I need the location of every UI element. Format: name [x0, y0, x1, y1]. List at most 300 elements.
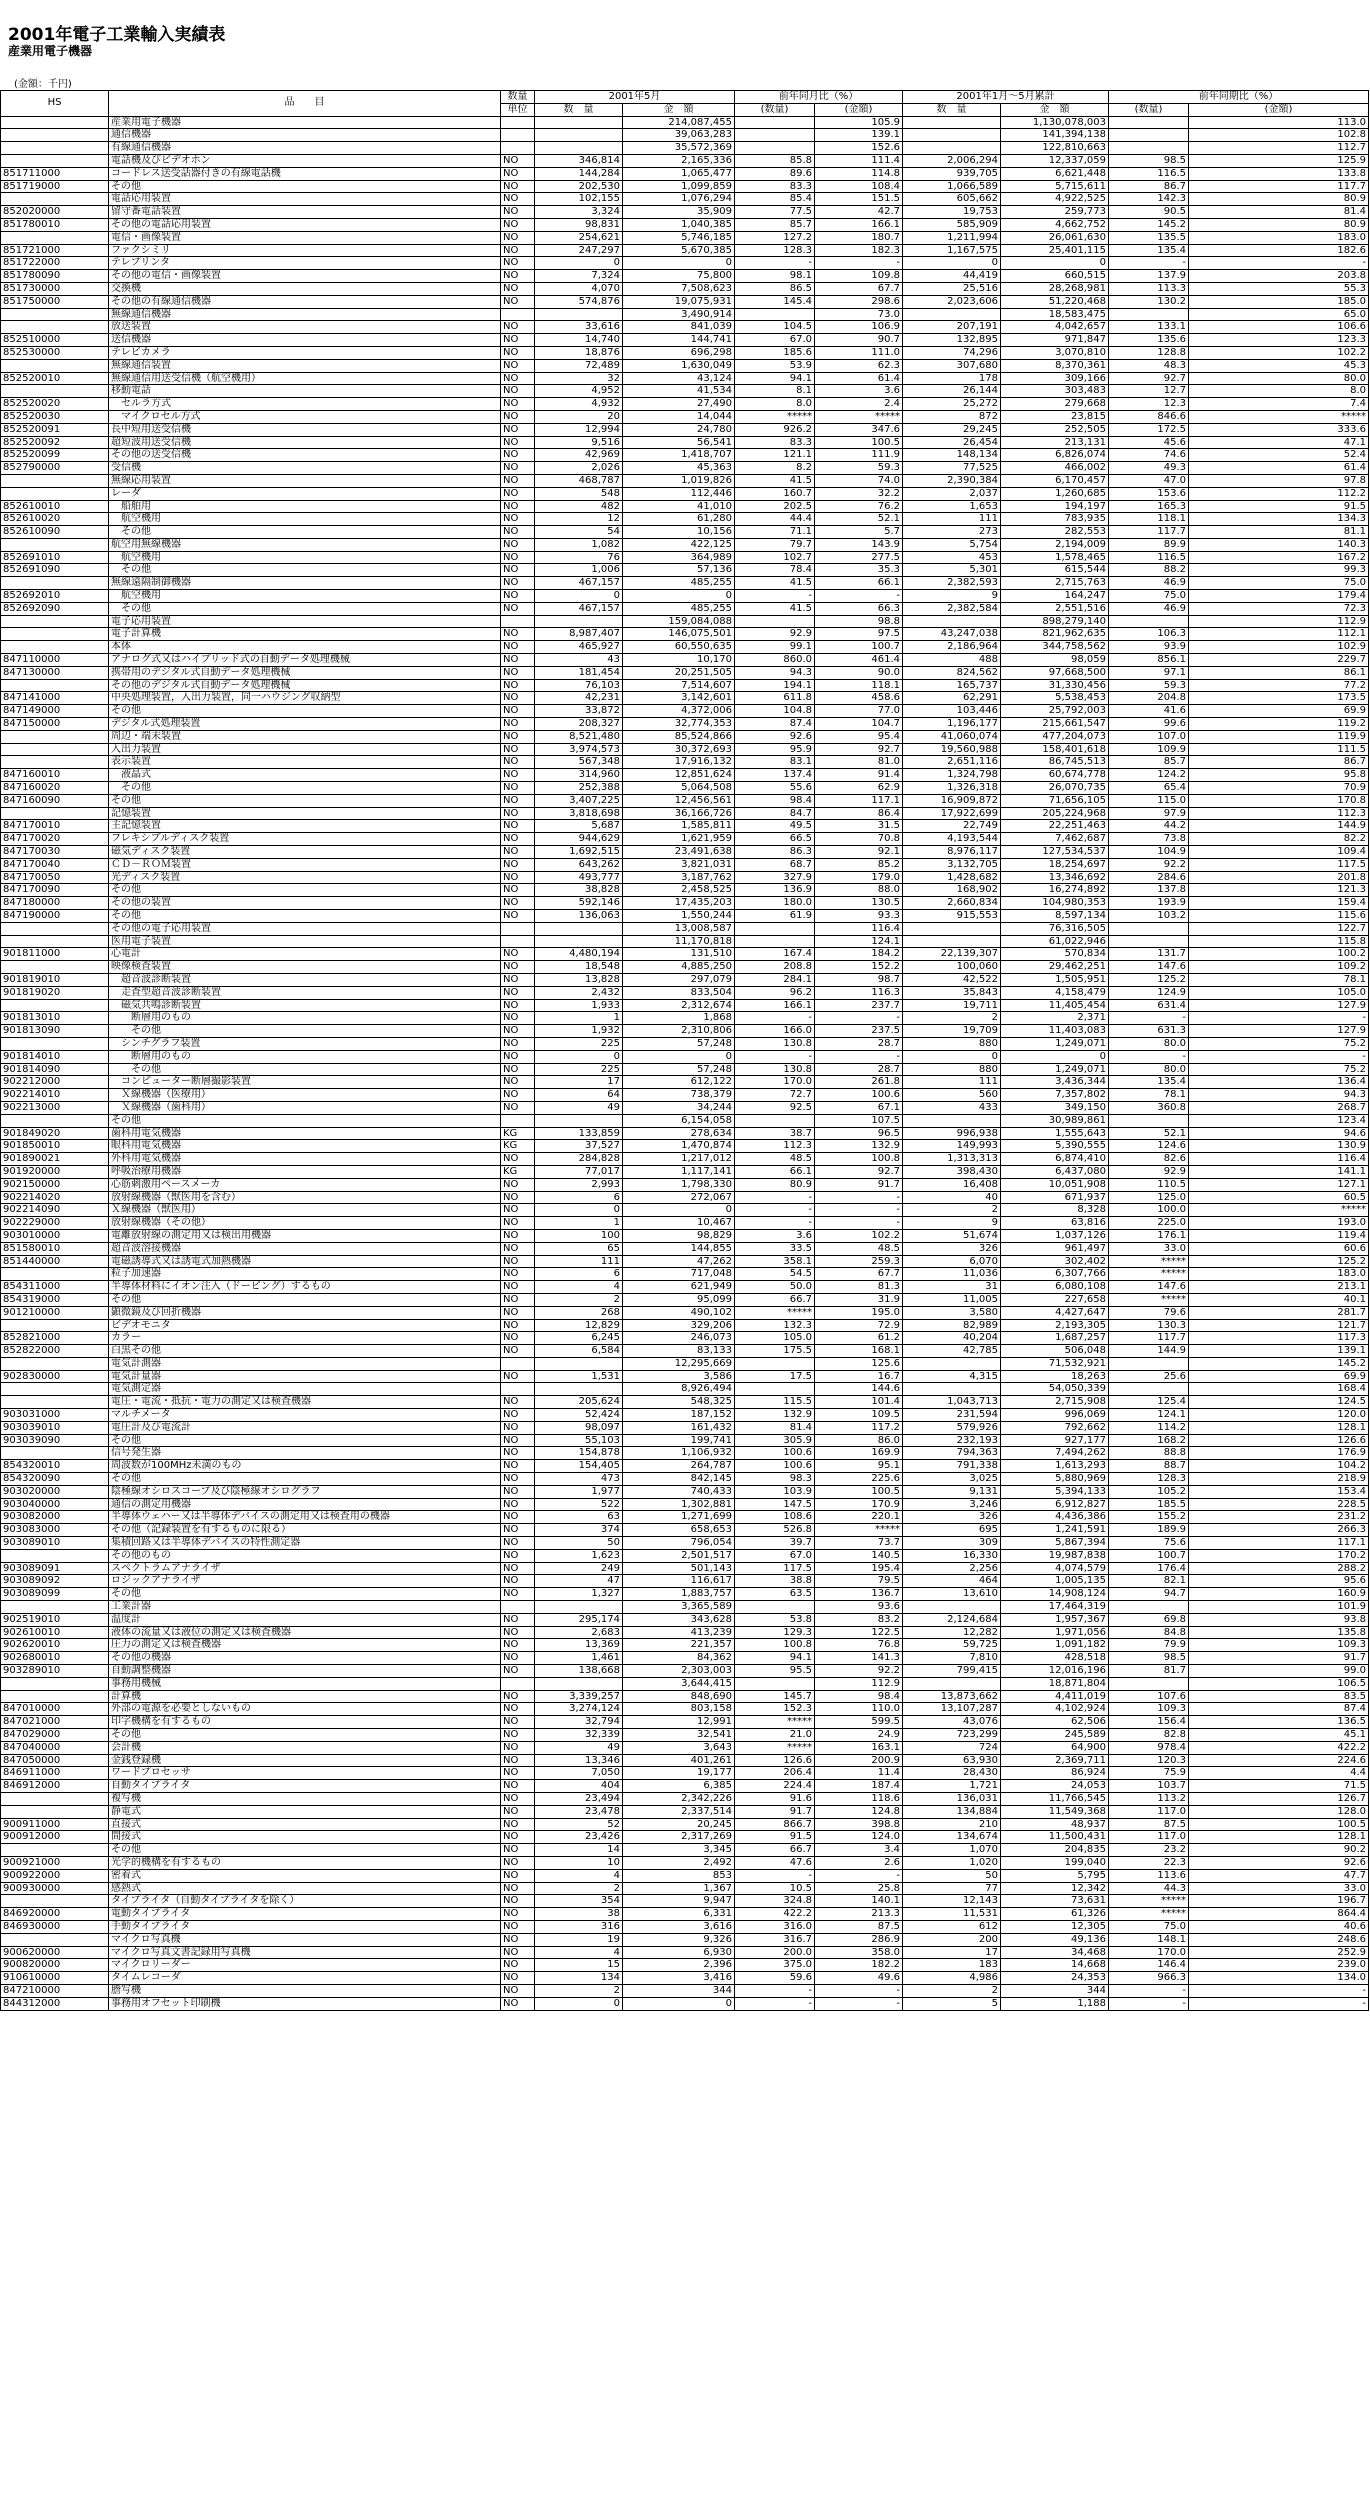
month-qty-cell: 98,097: [535, 1421, 623, 1434]
table-row: [1, 615, 1369, 628]
month-amt-pct-cell: 286.9: [815, 1933, 903, 1946]
month-qty-pct-cell: -: [735, 1217, 815, 1230]
month-qty-pct-cell: 160.7: [735, 487, 815, 500]
cum-amt-pct-cell: 83.5: [1189, 1690, 1369, 1703]
unit-cell: NO: [501, 487, 535, 500]
month-amt-pct-cell: 100.5: [815, 1485, 903, 1498]
month-amt-pct-cell: 76.8: [815, 1639, 903, 1652]
month-qty-cell: 181,454: [535, 666, 623, 679]
month-amt-cell: 19,177: [623, 1767, 735, 1780]
cum-qty-cell: 74,296: [903, 346, 1001, 359]
month-qty-pct-cell: 98.4: [735, 794, 815, 807]
cum-amt-cell: 6,621,448: [1001, 167, 1109, 180]
month-amt-cell: 1,106,932: [623, 1447, 735, 1460]
month-amt-cell: 144,741: [623, 334, 735, 347]
month-amt-pct-cell: 92.2: [815, 1665, 903, 1678]
item-name-cell: セルラ方式: [109, 398, 501, 411]
cum-qty-pct-cell: 87.5: [1109, 1818, 1189, 1831]
item-name-cell: 記憶装置: [109, 807, 501, 820]
table-row: [1, 973, 1369, 986]
month-qty-pct-cell: 55.6: [735, 782, 815, 795]
cum-qty-cell: 2,037: [903, 487, 1001, 500]
month-qty-cell: [535, 142, 623, 155]
month-amt-cell: 35,572,369: [623, 142, 735, 155]
month-amt-cell: 0: [623, 257, 735, 270]
item-name-cell: ビデオモニタ: [109, 1319, 501, 1332]
month-amt-cell: 161,432: [623, 1421, 735, 1434]
month-qty-pct-cell: -: [735, 1012, 815, 1025]
cum-amt-pct-cell: 119.2: [1189, 718, 1369, 731]
cum-amt-pct-cell: 333.6: [1189, 423, 1369, 436]
hs-code-cell: 903039010: [1, 1421, 109, 1434]
item-name-cell: 静電式: [109, 1805, 501, 1818]
cum-amt-cell: 1,578,465: [1001, 551, 1109, 564]
cum-amt-cell: 49,136: [1001, 1933, 1109, 1946]
cum-qty-pct-cell: 116.5: [1109, 167, 1189, 180]
item-name-cell: Ｘ線機器（歯科用）: [109, 1101, 501, 1114]
cum-qty-pct-cell: 88.8: [1109, 1447, 1189, 1460]
cum-amt-pct-cell: 33.0: [1189, 1882, 1369, 1895]
month-qty-cell: 2: [535, 1984, 623, 1997]
month-amt-cell: 36,166,726: [623, 807, 735, 820]
cum-amt-pct-cell: 106.6: [1189, 321, 1369, 334]
cum-qty-cell: 799,415: [903, 1665, 1001, 1678]
cum-qty-cell: 42,785: [903, 1345, 1001, 1358]
month-qty-cell: [535, 1114, 623, 1127]
month-amt-cell: 47,262: [623, 1255, 735, 1268]
cum-qty-cell: 915,553: [903, 910, 1001, 923]
table-row: [1, 564, 1369, 577]
cum-qty-pct-cell: 78.1: [1109, 1089, 1189, 1102]
table-row: [1, 372, 1369, 385]
month-amt-cell: 27,490: [623, 398, 735, 411]
month-qty-pct-cell: 128.3: [735, 244, 815, 257]
cum-qty-cell: 4,193,544: [903, 833, 1001, 846]
month-amt-pct-cell: 358.0: [815, 1946, 903, 1959]
month-amt-pct-cell: 98.8: [815, 615, 903, 628]
month-amt-pct-cell: 31.9: [815, 1293, 903, 1306]
month-amt-pct-cell: 61.4: [815, 372, 903, 385]
month-amt-cell: 1,271,699: [623, 1511, 735, 1524]
cum-amt-pct-cell: 167.2: [1189, 551, 1369, 564]
month-qty-pct-cell: [735, 1114, 815, 1127]
month-amt-cell: 796,054: [623, 1537, 735, 1550]
unit-cell: NO: [501, 794, 535, 807]
item-name-cell: 電話応用装置: [109, 193, 501, 206]
cum-amt-cell: 127,534,537: [1001, 846, 1109, 859]
table-row: [1, 1575, 1369, 1588]
month-qty-cell: 144,284: [535, 167, 623, 180]
month-amt-cell: 9,947: [623, 1895, 735, 1908]
month-qty-pct-cell: 63.5: [735, 1588, 815, 1601]
hs-code-cell: 851780010: [1, 218, 109, 231]
month-amt-pct-cell: 237.5: [815, 1025, 903, 1038]
cum-amt-pct-cell: 123.3: [1189, 334, 1369, 347]
table-row: [1, 244, 1369, 257]
month-amt-pct-cell: 124.1: [815, 935, 903, 948]
month-qty-cell: 482: [535, 500, 623, 513]
cum-qty-pct-cell: 165.3: [1109, 500, 1189, 513]
cum-qty-pct-cell: *****: [1109, 1268, 1189, 1281]
table-row: [1, 1665, 1369, 1678]
table-row: [1, 1703, 1369, 1716]
hs-code-cell: 851721000: [1, 244, 109, 257]
month-amt-pct-cell: 52.1: [815, 513, 903, 526]
item-name-cell: その他の装置: [109, 897, 501, 910]
cum-qty-pct-cell: 88.2: [1109, 564, 1189, 577]
item-name-cell: その他: [109, 705, 501, 718]
cum-amt-cell: 2,194,009: [1001, 538, 1109, 551]
month-amt-cell: 1,099,859: [623, 180, 735, 193]
cum-qty-pct-cell: 44.3: [1109, 1882, 1189, 1895]
cum-amt-pct-cell: 99.3: [1189, 564, 1369, 577]
month-qty-cell: 284,828: [535, 1153, 623, 1166]
cum-amt-cell: 4,074,579: [1001, 1562, 1109, 1575]
unit-cell: NO: [501, 692, 535, 705]
table-row: [1, 1473, 1369, 1486]
month-qty-pct-cell: [735, 922, 815, 935]
cum-qty-pct-cell: 23.2: [1109, 1844, 1189, 1857]
cum-amt-pct-cell: 140.3: [1189, 538, 1369, 551]
month-amt-pct-cell: 67.7: [815, 1268, 903, 1281]
cum-qty-cell: 1,196,177: [903, 718, 1001, 731]
table-row: [1, 1293, 1369, 1306]
month-amt-pct-cell: 3.6: [815, 385, 903, 398]
cum-amt-cell: 4,042,657: [1001, 321, 1109, 334]
month-qty-pct-cell: [735, 935, 815, 948]
month-amt-pct-cell: 125.6: [815, 1357, 903, 1370]
item-name-cell: 電信・画像装置: [109, 231, 501, 244]
month-qty-pct-cell: 102.7: [735, 551, 815, 564]
cum-amt-cell: 158,401,618: [1001, 743, 1109, 756]
table-row: [1, 218, 1369, 231]
unit-cell: [501, 308, 535, 321]
item-name-cell: 電子計算機: [109, 628, 501, 641]
item-name-cell: ワードプロセッサ: [109, 1767, 501, 1780]
cum-qty-pct-cell: 109.9: [1109, 743, 1189, 756]
item-name-cell: 液晶式: [109, 769, 501, 782]
cum-amt-cell: 6,437,080: [1001, 1165, 1109, 1178]
unit-cell: NO: [501, 1178, 535, 1191]
month-amt-cell: 32,774,353: [623, 718, 735, 731]
month-amt-pct-cell: 91.4: [815, 769, 903, 782]
month-amt-cell: 2,396: [623, 1959, 735, 1972]
unit-cell: NO: [501, 858, 535, 871]
month-amt-pct-cell: 114.8: [815, 167, 903, 180]
unit-cell: NO: [501, 1856, 535, 1869]
month-qty-pct-cell: 49.5: [735, 820, 815, 833]
hs-code-cell: [1, 999, 109, 1012]
cum-amt-cell: 76,316,505: [1001, 922, 1109, 935]
cum-qty-pct-cell: [1109, 308, 1189, 321]
cum-qty-pct-cell: 79.9: [1109, 1639, 1189, 1652]
unit-cell: NO: [501, 193, 535, 206]
table-row: [1, 730, 1369, 743]
hs-code-cell: 903089091: [1, 1562, 109, 1575]
month-amt-cell: 1,550,244: [623, 910, 735, 923]
month-qty-cell: [535, 935, 623, 948]
item-name-cell: 通信の測定用機器: [109, 1498, 501, 1511]
cum-qty-pct-cell: 103.7: [1109, 1780, 1189, 1793]
cum-qty-pct-cell: 117.0: [1109, 1805, 1189, 1818]
unit-cell: NO: [501, 436, 535, 449]
cum-qty-cell: 134,674: [903, 1831, 1001, 1844]
month-qty-pct-cell: 130.8: [735, 1063, 815, 1076]
table-row: [1, 1421, 1369, 1434]
hs-code-cell: [1, 308, 109, 321]
month-qty-cell: 138,668: [535, 1665, 623, 1678]
hs-code-cell: 847190000: [1, 910, 109, 923]
cum-qty-cell: 200: [903, 1933, 1001, 1946]
hs-code-cell: [1, 142, 109, 155]
cum-qty-pct-cell: 105.2: [1109, 1485, 1189, 1498]
cum-qty-cell: 4,986: [903, 1972, 1001, 1985]
cum-amt-cell: 60,674,778: [1001, 769, 1109, 782]
unit-cell: [501, 129, 535, 142]
cum-qty-pct-cell: 94.7: [1109, 1588, 1189, 1601]
month-amt-pct-cell: 5.7: [815, 526, 903, 539]
month-amt-pct-cell: 100.5: [815, 436, 903, 449]
month-amt-cell: 0: [623, 1050, 735, 1063]
month-amt-pct-cell: 62.9: [815, 782, 903, 795]
month-qty-pct-cell: 79.7: [735, 538, 815, 551]
month-qty-cell: 13,346: [535, 1754, 623, 1767]
month-qty-pct-cell: 180.0: [735, 897, 815, 910]
cum-amt-pct-cell: -: [1189, 257, 1369, 270]
month-qty-cell: 1,692,515: [535, 846, 623, 859]
month-amt-pct-cell: 184.2: [815, 948, 903, 961]
item-name-cell: その他: [109, 1434, 501, 1447]
cum-qty-cell: 2,256: [903, 1562, 1001, 1575]
cum-qty-pct-cell: 93.9: [1109, 641, 1189, 654]
table-row: [1, 500, 1369, 513]
hs-code-cell: [1, 1037, 109, 1050]
unit-cell: [501, 142, 535, 155]
table-row: [1, 794, 1369, 807]
item-name-cell: 航空機用: [109, 551, 501, 564]
hs-code-cell: [1, 1383, 109, 1396]
hs-code-cell: 847170010: [1, 820, 109, 833]
hs-code-cell: 847130000: [1, 666, 109, 679]
month-amt-pct-cell: 42.7: [815, 206, 903, 219]
month-amt-pct-cell: 139.1: [815, 129, 903, 142]
table-row: [1, 206, 1369, 219]
month-amt-cell: 24,780: [623, 423, 735, 436]
month-amt-cell: 10,156: [623, 526, 735, 539]
cum-amt-pct-cell: 266.3: [1189, 1524, 1369, 1537]
unit-cell: NO: [501, 1703, 535, 1716]
cum-amt-pct-cell: 71.5: [1189, 1780, 1369, 1793]
table-row: [1, 1626, 1369, 1639]
table-row: [1, 833, 1369, 846]
cum-qty-pct-cell: 81.7: [1109, 1665, 1189, 1678]
cum-amt-pct-cell: 122.7: [1189, 922, 1369, 935]
month-amt-cell: 159,084,088: [623, 615, 735, 628]
hs-code-cell: 852520010: [1, 372, 109, 385]
month-amt-pct-cell: 86.4: [815, 807, 903, 820]
table-row: [1, 590, 1369, 603]
cum-amt-cell: 12,337,059: [1001, 154, 1109, 167]
item-name-cell: コンピューター断層撮影装置: [109, 1076, 501, 1089]
hs-code-cell: 847150000: [1, 718, 109, 731]
cum-amt-pct-cell: 109.2: [1189, 961, 1369, 974]
cum-qty-pct-cell: 97.9: [1109, 807, 1189, 820]
cum-amt-cell: 1,130,078,003: [1001, 116, 1109, 129]
cum-qty-cell: 25,516: [903, 282, 1001, 295]
hs-code-cell: [1, 1805, 109, 1818]
month-qty-cell: 14,740: [535, 334, 623, 347]
cum-amt-pct-cell: 231.2: [1189, 1511, 1369, 1524]
hs-code-cell: 847021000: [1, 1716, 109, 1729]
month-amt-cell: 4,885,250: [623, 961, 735, 974]
table-row: [1, 948, 1369, 961]
cum-qty-cell: 11,005: [903, 1293, 1001, 1306]
item-name-cell: タイムレコーダ: [109, 1972, 501, 1985]
cum-qty-pct-cell: 118.1: [1109, 513, 1189, 526]
cum-amt-cell: 428,518: [1001, 1652, 1109, 1665]
item-name-cell: 事務用機械: [109, 1677, 501, 1690]
month-amt-cell: 4,372,006: [623, 705, 735, 718]
cum-amt-cell: 7,494,262: [1001, 1447, 1109, 1460]
unit-cell: NO: [501, 666, 535, 679]
cum-amt-pct-cell: 173.5: [1189, 692, 1369, 705]
month-qty-cell: 13,369: [535, 1639, 623, 1652]
cum-amt-pct-cell: 119.4: [1189, 1229, 1369, 1242]
unit-cell: NO: [501, 1613, 535, 1626]
cum-amt-cell: 6,826,074: [1001, 449, 1109, 462]
month-qty-cell: 3,274,124: [535, 1703, 623, 1716]
table-row: [1, 910, 1369, 923]
hs-code-cell: 852691090: [1, 564, 109, 577]
month-qty-pct-cell: 132.3: [735, 1319, 815, 1332]
cum-amt-cell: 122,810,663: [1001, 142, 1109, 155]
month-amt-pct-cell: 277.5: [815, 551, 903, 564]
cum-amt-pct-cell: 126.7: [1189, 1792, 1369, 1805]
unit-cell: NO: [501, 1908, 535, 1921]
month-amt-pct-cell: 179.0: [815, 871, 903, 884]
month-amt-pct-cell: 102.2: [815, 1229, 903, 1242]
cum-amt-pct-cell: 224.6: [1189, 1754, 1369, 1767]
cum-qty-pct-cell: 124.1: [1109, 1409, 1189, 1422]
cum-amt-cell: 466,002: [1001, 462, 1109, 475]
cum-qty-cell: 326: [903, 1242, 1001, 1255]
month-amt-pct-cell: 130.5: [815, 897, 903, 910]
month-qty-pct-cell: 8.1: [735, 385, 815, 398]
cum-qty-pct-cell: 98.5: [1109, 1652, 1189, 1665]
table-row: [1, 1370, 1369, 1383]
month-qty-cell: 133,859: [535, 1127, 623, 1140]
unit-cell: NO: [501, 398, 535, 411]
cum-amt-pct-cell: 104.2: [1189, 1460, 1369, 1473]
cum-amt-pct-cell: 109.3: [1189, 1639, 1369, 1652]
cum-qty-cell: 3,132,705: [903, 858, 1001, 871]
month-qty-pct-cell: 48.5: [735, 1153, 815, 1166]
cum-qty-pct-cell: 69.8: [1109, 1613, 1189, 1626]
month-amt-cell: 2,337,514: [623, 1805, 735, 1818]
month-qty-cell: 1,977: [535, 1485, 623, 1498]
month-qty-cell: 225: [535, 1037, 623, 1050]
month-amt-cell: 187,152: [623, 1409, 735, 1422]
cum-amt-pct-cell: 153.4: [1189, 1485, 1369, 1498]
unit-cell: NO: [501, 1153, 535, 1166]
month-amt-cell: 7,514,607: [623, 679, 735, 692]
month-qty-pct-cell: 8.2: [735, 462, 815, 475]
month-qty-pct-cell: 224.4: [735, 1780, 815, 1793]
month-amt-cell: 12,295,669: [623, 1357, 735, 1370]
unit-cell: NO: [501, 1204, 535, 1217]
month-amt-cell: 3,187,762: [623, 871, 735, 884]
cum-qty-pct-cell: 22.3: [1109, 1856, 1189, 1869]
item-name-cell: アナログ式又はハイブリッド式の自動データ処理機械: [109, 654, 501, 667]
month-qty-pct-cell: 80.9: [735, 1178, 815, 1191]
item-name-cell: 放射線機器（獣医用を含む）: [109, 1191, 501, 1204]
unit-cell: NO: [501, 628, 535, 641]
month-amt-pct-cell: 70.8: [815, 833, 903, 846]
table-row: [1, 142, 1369, 155]
cum-amt-pct-cell: 127.9: [1189, 999, 1369, 1012]
item-name-cell: 陰極線オシロスコープ及び陰極線オシログラフ: [109, 1485, 501, 1498]
cum-amt-pct-cell: 115.8: [1189, 935, 1369, 948]
month-amt-cell: 1,019,826: [623, 474, 735, 487]
month-qty-pct-cell: 145.4: [735, 295, 815, 308]
table-row: [1, 1255, 1369, 1268]
cum-qty-pct-cell: 85.7: [1109, 756, 1189, 769]
unit-cell: NO: [501, 718, 535, 731]
item-name-cell: 無線通信用送受信機（航空機用）: [109, 372, 501, 385]
month-qty-cell: 37,527: [535, 1140, 623, 1153]
month-amt-pct-cell: 143.9: [815, 538, 903, 551]
cum-amt-cell: 1,555,643: [1001, 1127, 1109, 1140]
table-row: [1, 1690, 1369, 1703]
month-qty-pct-cell: *****: [735, 1741, 815, 1754]
cum-qty-cell: 2,660,834: [903, 897, 1001, 910]
cum-qty-cell: 19,753: [903, 206, 1001, 219]
hs-code-cell: 847180000: [1, 897, 109, 910]
hs-code-cell: 902229000: [1, 1217, 109, 1230]
month-amt-cell: 131,510: [623, 948, 735, 961]
month-qty-cell: 32: [535, 372, 623, 385]
cum-qty-cell: [903, 1601, 1001, 1614]
cum-amt-cell: 3,070,810: [1001, 346, 1109, 359]
month-amt-pct-cell: -: [815, 257, 903, 270]
hs-code-cell: 901819020: [1, 986, 109, 999]
cum-qty-cell: 62,291: [903, 692, 1001, 705]
table-row: [1, 321, 1369, 334]
month-qty-pct-cell: 50.0: [735, 1281, 815, 1294]
month-amt-pct-cell: 151.5: [815, 193, 903, 206]
unit-cell: NO: [501, 1946, 535, 1959]
cum-amt-pct-cell: 127.1: [1189, 1178, 1369, 1191]
cum-amt-pct-cell: 125.9: [1189, 154, 1369, 167]
cum-qty-cell: 134,884: [903, 1805, 1001, 1818]
table-row: [1, 1114, 1369, 1127]
month-qty-pct-cell: 38.8: [735, 1575, 815, 1588]
cum-amt-cell: 73,631: [1001, 1895, 1109, 1908]
cum-amt-cell: 34,468: [1001, 1946, 1109, 1959]
cum-qty-cell: 12,282: [903, 1626, 1001, 1639]
unit-cell: NO: [501, 1690, 535, 1703]
cum-amt-pct-cell: 288.2: [1189, 1562, 1369, 1575]
hs-code-cell: [1, 961, 109, 974]
unit-cell: [501, 922, 535, 935]
month-amt-cell: 221,357: [623, 1639, 735, 1652]
cum-amt-cell: 14,908,124: [1001, 1588, 1109, 1601]
cum-qty-cell: 207,191: [903, 321, 1001, 334]
cum-qty-cell: 16,408: [903, 1178, 1001, 1191]
month-qty-cell: 43: [535, 654, 623, 667]
cum-qty-cell: 22,139,307: [903, 948, 1001, 961]
month-amt-pct-cell: 95.1: [815, 1460, 903, 1473]
